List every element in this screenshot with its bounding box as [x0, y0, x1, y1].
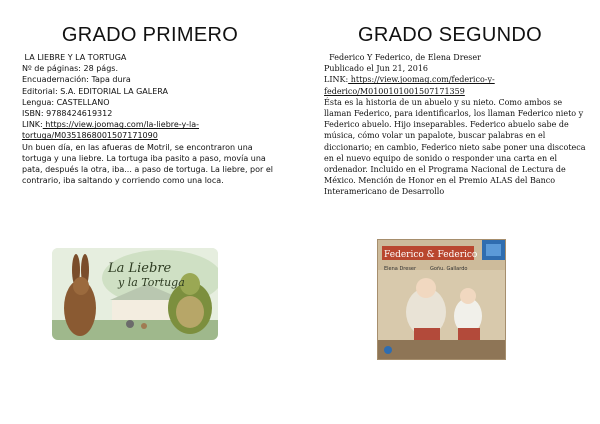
- cover-title-line2: y la Tortuga: [118, 276, 185, 289]
- cover-author: Elena Dreser: [384, 266, 417, 272]
- liebre-tortuga-illustration: [52, 248, 218, 340]
- liebre-tortuga-cover-image: [52, 248, 218, 340]
- book-title: Federico Y Federico, de Elena Dreser: [324, 53, 481, 62]
- publish-date: Publicado el Jun 21, 2016: [324, 64, 429, 74]
- cover-title-line1: La Liebre: [108, 261, 172, 276]
- book-title: LA LIEBRE Y LA TORTUGA: [22, 53, 127, 62]
- joomag-link[interactable]: https://view.joomag.com/la-liebre-y-la-tortuga/M0351868001507171090: [22, 120, 200, 141]
- cover-title: Federico & Federico: [384, 250, 478, 260]
- federico-cover-image: [377, 239, 506, 360]
- publisher: Editorial: S.A. EDITORIAL LA GALERA: [22, 86, 168, 96]
- grado-primero-heading: GRADO PRIMERO: [61, 24, 239, 46]
- binding: Encuadernación: Tapa dura: [22, 75, 131, 85]
- page-count: Nº de páginas: 28 págs.: [22, 64, 118, 74]
- book-description: Un buen día, en las afueras de Motril, se encontraron una tortuga y una liebre. La tortuga iba pasito a paso, movía una pata, después la otra, iba... a paso de tortuga. La liebre, por el contrario, iba saltando y corriendo como una loca.: [22, 142, 276, 186]
- federico-illustration: [378, 240, 505, 359]
- link-row: [22, 119, 280, 141]
- book-info-liebre: [22, 52, 280, 186]
- language: Lengua: CASTELLANO: [22, 97, 110, 107]
- grado-segundo-heading: GRADO SEGUNDO: [358, 24, 542, 46]
- link-label: LINK:: [324, 75, 349, 85]
- book-info-federico: [324, 52, 589, 198]
- joomag-link[interactable]: https://view.joomag.com/federico-y-federico/M0100101001507171359: [324, 75, 495, 96]
- link-label: LINK:: [22, 120, 43, 130]
- isbn: ISBN: 9788424619312: [22, 109, 113, 119]
- cover-illustrator: Goñu. Gallardo: [430, 266, 468, 272]
- publisher-logo-icon: [384, 346, 392, 354]
- book-description: Ésta es la historia de un abuelo y su nieto. Como ambos se llaman Federico, para identificarlos, los llaman Federico nieto y Federico abuelo. Hijo inseparables. Federico abuelo sabe de música, cómo volar un papalote, buscar palabras en el diccionario; en cambio, Federico nieto sabe poner una discoteca en el nuevo equipo de sonido o responder una carta en el ordenador. Incluido en el Programa Nacional de Lectura de México. Mención de Honor en el Premio ALAS del Banco Interamericano de Desarrollo: [324, 97, 589, 197]
- link-row: [324, 74, 586, 96]
